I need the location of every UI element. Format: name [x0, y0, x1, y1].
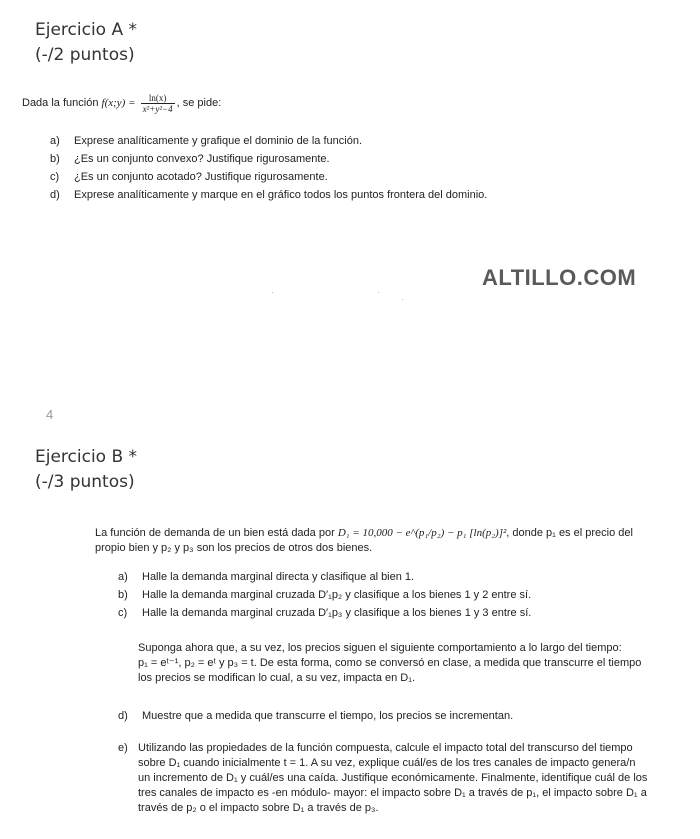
exercise-b-points: (-/3 puntos) — [35, 472, 135, 492]
intro-text-pre: Dada la función — [22, 97, 99, 109]
intro-text-pre: La función de demanda de un bien está dada por — [95, 527, 335, 539]
item-label: a) — [118, 571, 128, 583]
exercise-b-item — [118, 571, 414, 583]
exercise-b-title: Ejercicio B * — [35, 447, 138, 467]
fraction-denominator: x²+y²−4 — [142, 103, 173, 114]
paragraph-line: sobre D₁ cuando inicialmente t = 1. A su vez, explique cuál/es de los tres canales de impacto genera/n — [138, 757, 636, 769]
item-text: ¿Es un conjunto acotado? Justifique rigurosamente. — [74, 171, 328, 183]
paragraph-line: p₁ = eᵗ⁻¹, p₂ = eᵗ y p₃ = t. De esta forma, como se conversó en clase, a medida que transcurre el tiempo — [138, 657, 642, 669]
intro-text-post: , se pide: — [176, 97, 222, 109]
paragraph-line: los precios se modifican lo cual, a su vez, impacta en D₁. — [138, 672, 416, 684]
item-text: Exprese analíticamente y marque en el gráfico todos los puntos frontera del dominio. — [74, 189, 488, 201]
item-label: a) — [50, 135, 60, 147]
exercise-a-item — [50, 135, 362, 147]
item-text: Exprese analíticamente y grafique el dominio de la función. — [74, 135, 363, 147]
item-text: ¿Es un conjunto convexo? Justifique rigurosamente. — [74, 153, 330, 165]
paragraph-line: un incremento de D₁ y cuál/es una caída. Justifique económicamente. Finalmente, identifique cuál de los — [138, 772, 648, 784]
intro-text-post: , donde p₁ es el precio del — [506, 527, 633, 539]
intro-line-1 — [95, 526, 675, 541]
paragraph-line: Utilizando las propiedades de la función compuesta, calcule el impacto total del transcurso del tiempo — [138, 742, 633, 754]
item-label: e) — [118, 742, 128, 754]
item-label: c) — [50, 171, 60, 183]
intro-line-2: propio bien y p₂ y p₃ son los precios de otros dos bienes. — [95, 542, 373, 554]
exercise-a-points: (-/2 puntos) — [35, 45, 135, 65]
item-text: Halle la demanda marginal cruzada D′₁p₃ y clasifique a los bienes 1 y 3 entre sí. — [142, 607, 532, 619]
exercise-b-item-e — [118, 741, 678, 816]
exercise-b-intro — [95, 526, 675, 556]
paragraph-line: Suponga ahora que, a su vez, los precios siguen el siguiente comportamiento a lo largo del tiempo: — [138, 642, 622, 654]
item-label: b) — [118, 589, 128, 601]
function-lhs: f(x;y) = — [101, 97, 136, 109]
exercise-b-item — [118, 607, 531, 619]
fraction-numerator: ln(x) — [141, 93, 175, 104]
paragraph-line: través de p₂ o el impacto sobre D₁ a través de p₃. — [138, 802, 379, 814]
exercise-a-title: Ejercicio A * — [35, 20, 138, 40]
demand-formula: D₁ = 10,000 − e^(p₁/p₂) − p₁ [ln(p₂)]² — [337, 527, 507, 539]
item-label: c) — [118, 607, 128, 619]
exercise-b-item — [118, 589, 531, 601]
suppose-paragraph — [138, 641, 678, 686]
scan-speck — [402, 299, 403, 300]
paragraph-line: tres canales de impacto es -en módulo- mayor: el impacto sobre D₁ a través de p₁, el impacto sobre D₁ a — [138, 787, 647, 799]
page-number: 4 — [46, 407, 54, 422]
exercise-a-item — [50, 153, 330, 165]
item-label: d) — [118, 710, 128, 722]
exercise-a-intro — [22, 92, 221, 114]
exercise-a-item — [50, 189, 487, 201]
exercise-b-item-d — [118, 710, 513, 722]
watermark-logo: ALTILLO.COM — [482, 265, 637, 290]
item-text: Halle la demanda marginal cruzada D′₁p₂ y clasifique a los bienes 1 y 2 entre sí. — [142, 589, 532, 601]
item-text: Halle la demanda marginal directa y clasifique al bien 1. — [142, 571, 415, 583]
scan-speck — [272, 292, 273, 293]
item-label: b) — [50, 153, 60, 165]
item-text: Muestre que a medida que transcurre el tiempo, los precios se incrementan. — [142, 710, 514, 722]
function-fraction — [141, 93, 175, 114]
exercise-a-item — [50, 171, 328, 183]
scan-speck — [378, 292, 379, 293]
item-label: d) — [50, 189, 60, 201]
